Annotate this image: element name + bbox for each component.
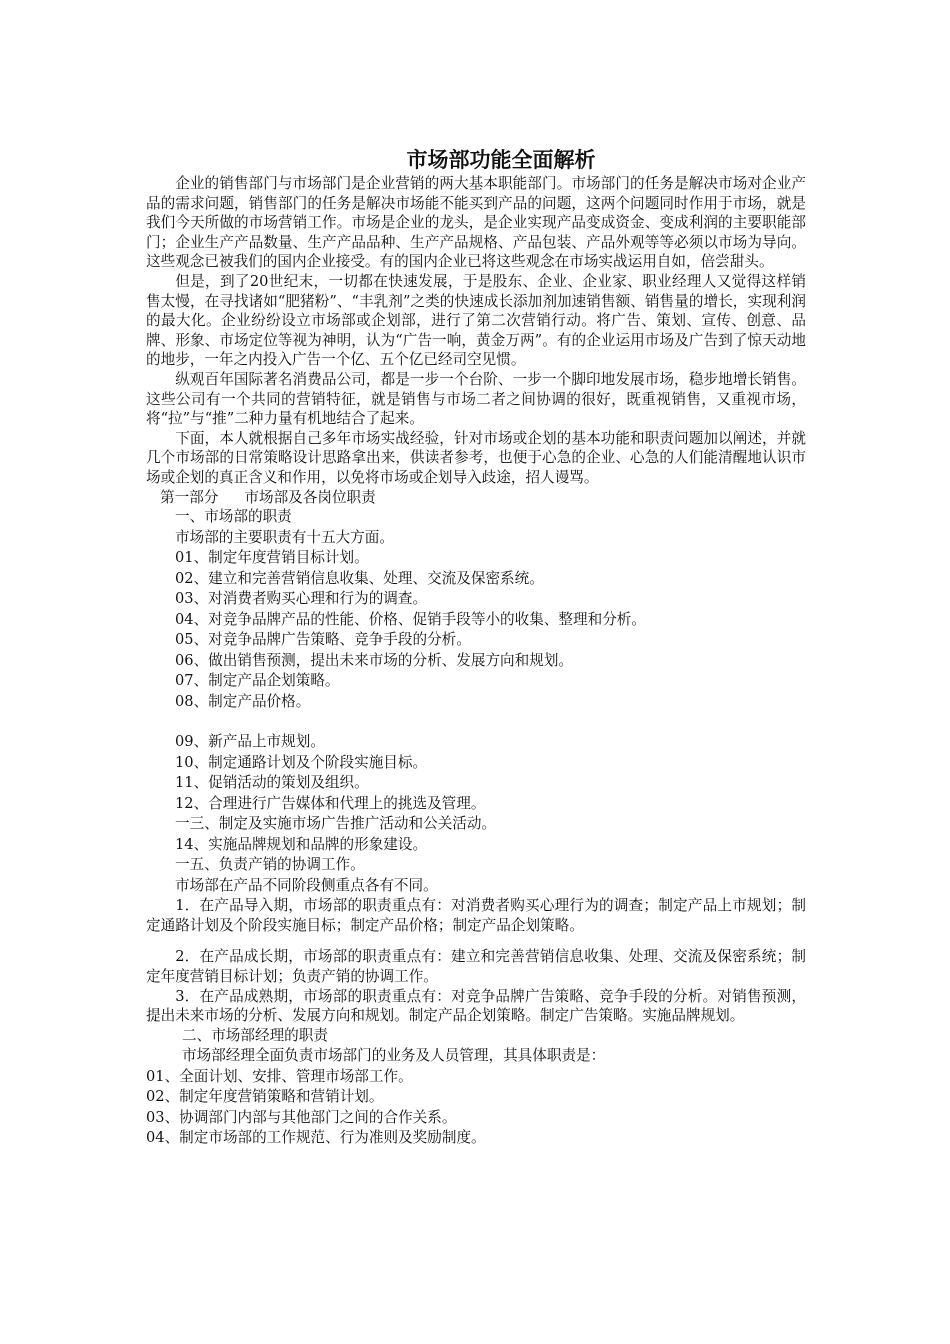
stage-paragraph-1: 1．在产品导入期，市场部的职责重点有：对消费者购买心理行为的调查；制定产品上市规划；制定通路计划及个阶段实施目标；制定产品价格；制定产品企划策略。 <box>146 897 806 934</box>
duty-item-09: 09、新产品上市规划。 <box>175 733 325 751</box>
duty-item-01: 01、制定年度营销目标计划。 <box>175 549 369 567</box>
part-heading <box>146 488 806 508</box>
duty-item-15: 一五、负责产销的协调工作。 <box>175 856 365 874</box>
section1-heading: 一、市场部的职责 <box>175 508 292 526</box>
document-title: 市场部功能全面解析 <box>406 147 596 172</box>
part-title: 市场部及各岗位职责 <box>244 488 376 506</box>
manager-duty-03: 03、协调部门内部与其他部门之间的合作关系。 <box>146 1108 457 1126</box>
part-label: 第一部分 <box>160 488 219 506</box>
duty-item-08: 08、制定产品价格。 <box>175 692 311 710</box>
section2-heading: 二、市场部经理的职责 <box>182 1026 328 1044</box>
duty-item-04: 04、对竞争品牌产品的性能、价格、促销手段等小的收集、整理和分析。 <box>175 610 646 628</box>
stage-paragraph-2: 2．在产品成长期，市场部的职责重点有：建立和完善营销信息收集、处理、交流及保密系统；制定年度营销目标计划；负责产销的协调工作。 <box>146 948 806 986</box>
intro-paragraph-4: 下面，本人就根据自己多年市场实战经验，针对市场或企划的基本功能和职责问题加以阐述，并就几个市场部的日常策略设计思路拿出来，供读者参考，也便于心急的企业、心急的人们能清醒地认识市场或企划的真正含义和作用，以免将市场或企划导入歧途，招人谩骂。 <box>146 429 806 486</box>
intro-paragraph-1: 企业的销售部门与市场部门是企业营销的两大基本职能部门。市场部门的任务是解决市场对企业产品的需求问题，销售部门的任务是解决市场能不能买到产品的问题，这两个问题同时作用于市场，就是我们今天所做的市场营销工作。市场是企业的龙头，是企业实现产品变成资金、变成利润的主要职能部门；企业生产产品数量、生产产品品种、生产产品规格、产品包装、产品外观等等必须以市场为导向。这些观念已被我们的国内企业接受。有的国内企业已将这些观念在市场实战运用自如，倍尝甜头。 <box>146 175 806 271</box>
duty-item-13: 一三、制定及实施市场广告推广活动和公关活动。 <box>175 815 497 833</box>
document-body <box>146 174 806 1149</box>
section2-lead: 市场部经理全面负责市场部门的业务及人员管理，其具体职责是： <box>182 1047 606 1065</box>
stage-lead: 市场部在产品不同阶段侧重点各有不同。 <box>175 876 438 894</box>
duty-item-12: 12、合理进行广告媒体和代理上的挑选及管理。 <box>175 794 486 812</box>
intro-paragraph-2: 但是，到了20世纪末，一切都在快速发展，于是股东、企业、企业家、职业经理人又觉得这样销售太慢，在寻找诸如“肥猪粉”、“丰乳剂”之类的快速成长添加剂加速销售额、销售量的增长，实现利润的最大化。企业纷纷设立市场部或企划部，进行了第二次营销行动。将广告、策划、宣传、创意、品牌、形象、市场定位等视为神明，认为“广告一响，黄金万两”。有的企业运用市场及广告到了惊天动地的地步，一年之内投入广告一个亿、五个亿已经司空见惯。 <box>146 272 806 369</box>
section1-lead: 市场部的主要职责有十五大方面。 <box>175 528 394 546</box>
duty-item-06: 06、做出销售预测，提出未来市场的分析、发展方向和规划。 <box>175 651 574 669</box>
duty-item-03: 03、对消费者购买心理和行为的调查。 <box>175 590 428 608</box>
duty-item-10: 10、制定通路计划及个阶段实施目标。 <box>175 753 428 771</box>
duty-item-05: 05、对竞争品牌广告策略、竞争手段的分析。 <box>175 631 471 649</box>
manager-duty-01: 01、全面计划、安排、管理市场部工作。 <box>146 1067 413 1085</box>
duty-item-02: 02、建立和完善营销信息收集、处理、交流及保密系统。 <box>175 569 544 587</box>
manager-duty-04: 04、制定市场部的工作规范、行为准则及奖励制度。 <box>146 1129 486 1147</box>
duty-item-11: 11、促销活动的策划及组织。 <box>175 774 369 792</box>
stage-paragraph-3: 3．在产品成熟期，市场部的职责重点有：对竞争品牌广告策略、竞争手段的分析。对销售预测，提出未来市场的分析、发展方向和规划。制定产品企划策略。制定广告策略。实施品牌规划。 <box>146 987 806 1025</box>
manager-duty-02: 02、制定年度营销策略和营销计划。 <box>146 1088 384 1106</box>
intro-paragraph-3: 纵观百年国际著名消费品公司，都是一步一个台阶、一步一个脚印地发展市场，稳步地增长销售。这些公司有一个共同的营销特征，就是销售与市场二者之间协调的很好，既重视销售，又重视市场，将“拉”与“推”二种力量有机地结合了起来。 <box>146 370 806 428</box>
duty-item-07: 07、制定产品企划策略。 <box>175 672 340 690</box>
duty-item-14: 14、实施品牌规划和品牌的形象建设。 <box>175 835 428 853</box>
